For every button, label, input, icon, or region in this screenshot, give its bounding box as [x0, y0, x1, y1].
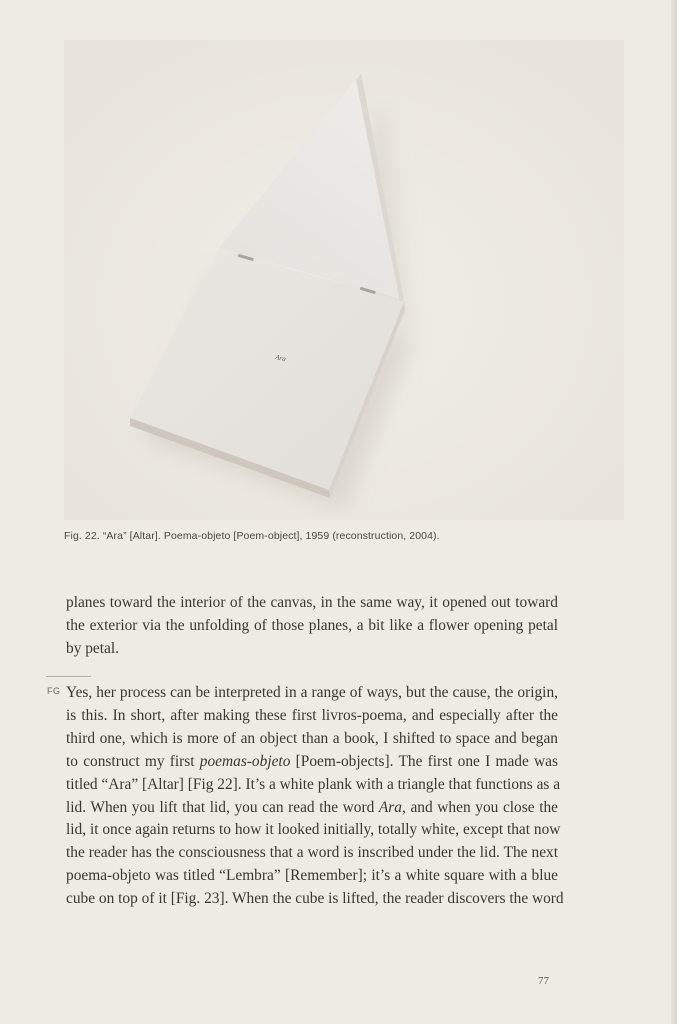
text-segment: to construct my first — [66, 752, 200, 770]
text-line: the exterior via the unfolding of those planes, a bit like a flower opening petal — [66, 616, 558, 634]
text-line: by petal. — [66, 639, 119, 657]
emphasis-term: poemas-objeto — [199, 752, 291, 770]
paragraph-continuation — [66, 592, 558, 661]
speaker-initials: FG — [47, 686, 61, 696]
text-line — [66, 797, 558, 820]
text-line: the reader has the consciousness that a word is inscribed under the lid. The next — [66, 844, 558, 862]
inscribed-word: Ara — [274, 353, 287, 364]
text-line: third one, which is more of an object than a book, I shifted to space and began — [66, 729, 558, 747]
paragraph-answer — [66, 682, 564, 911]
text-segment: lid. When you lift that lid, you can read the word — [66, 798, 379, 816]
text-line: Yes, her process can be interpreted in a range of ways, but the cause, the origin, — [66, 684, 558, 701]
text-line: planes toward the interior of the canvas, in the same way, it opened out toward — [66, 594, 558, 611]
figure-caption: Fig. 22. “Ara” [Altar]. Poema-objeto [Poem-object], 1959 (reconstruction, 2004). — [64, 530, 440, 542]
text-segment: [Poem-objects]. The first one I made was — [290, 752, 558, 770]
artwork-photo — [64, 40, 624, 520]
page-edge — [671, 0, 677, 1024]
text-line: is this. In short, after making these first livros-poema, and especially after the — [66, 706, 558, 724]
emphasis-term: Ara — [378, 798, 402, 816]
speaker-divider — [46, 676, 91, 677]
text-line: poema-objeto was titled “Lembra” [Remember]; it’s a white square with a blue — [66, 867, 558, 885]
text-line: cube on top of it [Fig. 23]. When the cube is lifted, the reader discovers the word — [66, 890, 564, 908]
text-line — [66, 751, 558, 774]
text-segment: , and when you close the — [402, 798, 558, 816]
text-line: lid, it once again returns to how it looked initially, totally white, except that now — [66, 821, 561, 839]
text-line: titled “Ara” [Altar] [Fig 22]. It’s a white plank with a triangle that functions as a — [66, 775, 561, 793]
page-number: 77 — [538, 975, 549, 987]
